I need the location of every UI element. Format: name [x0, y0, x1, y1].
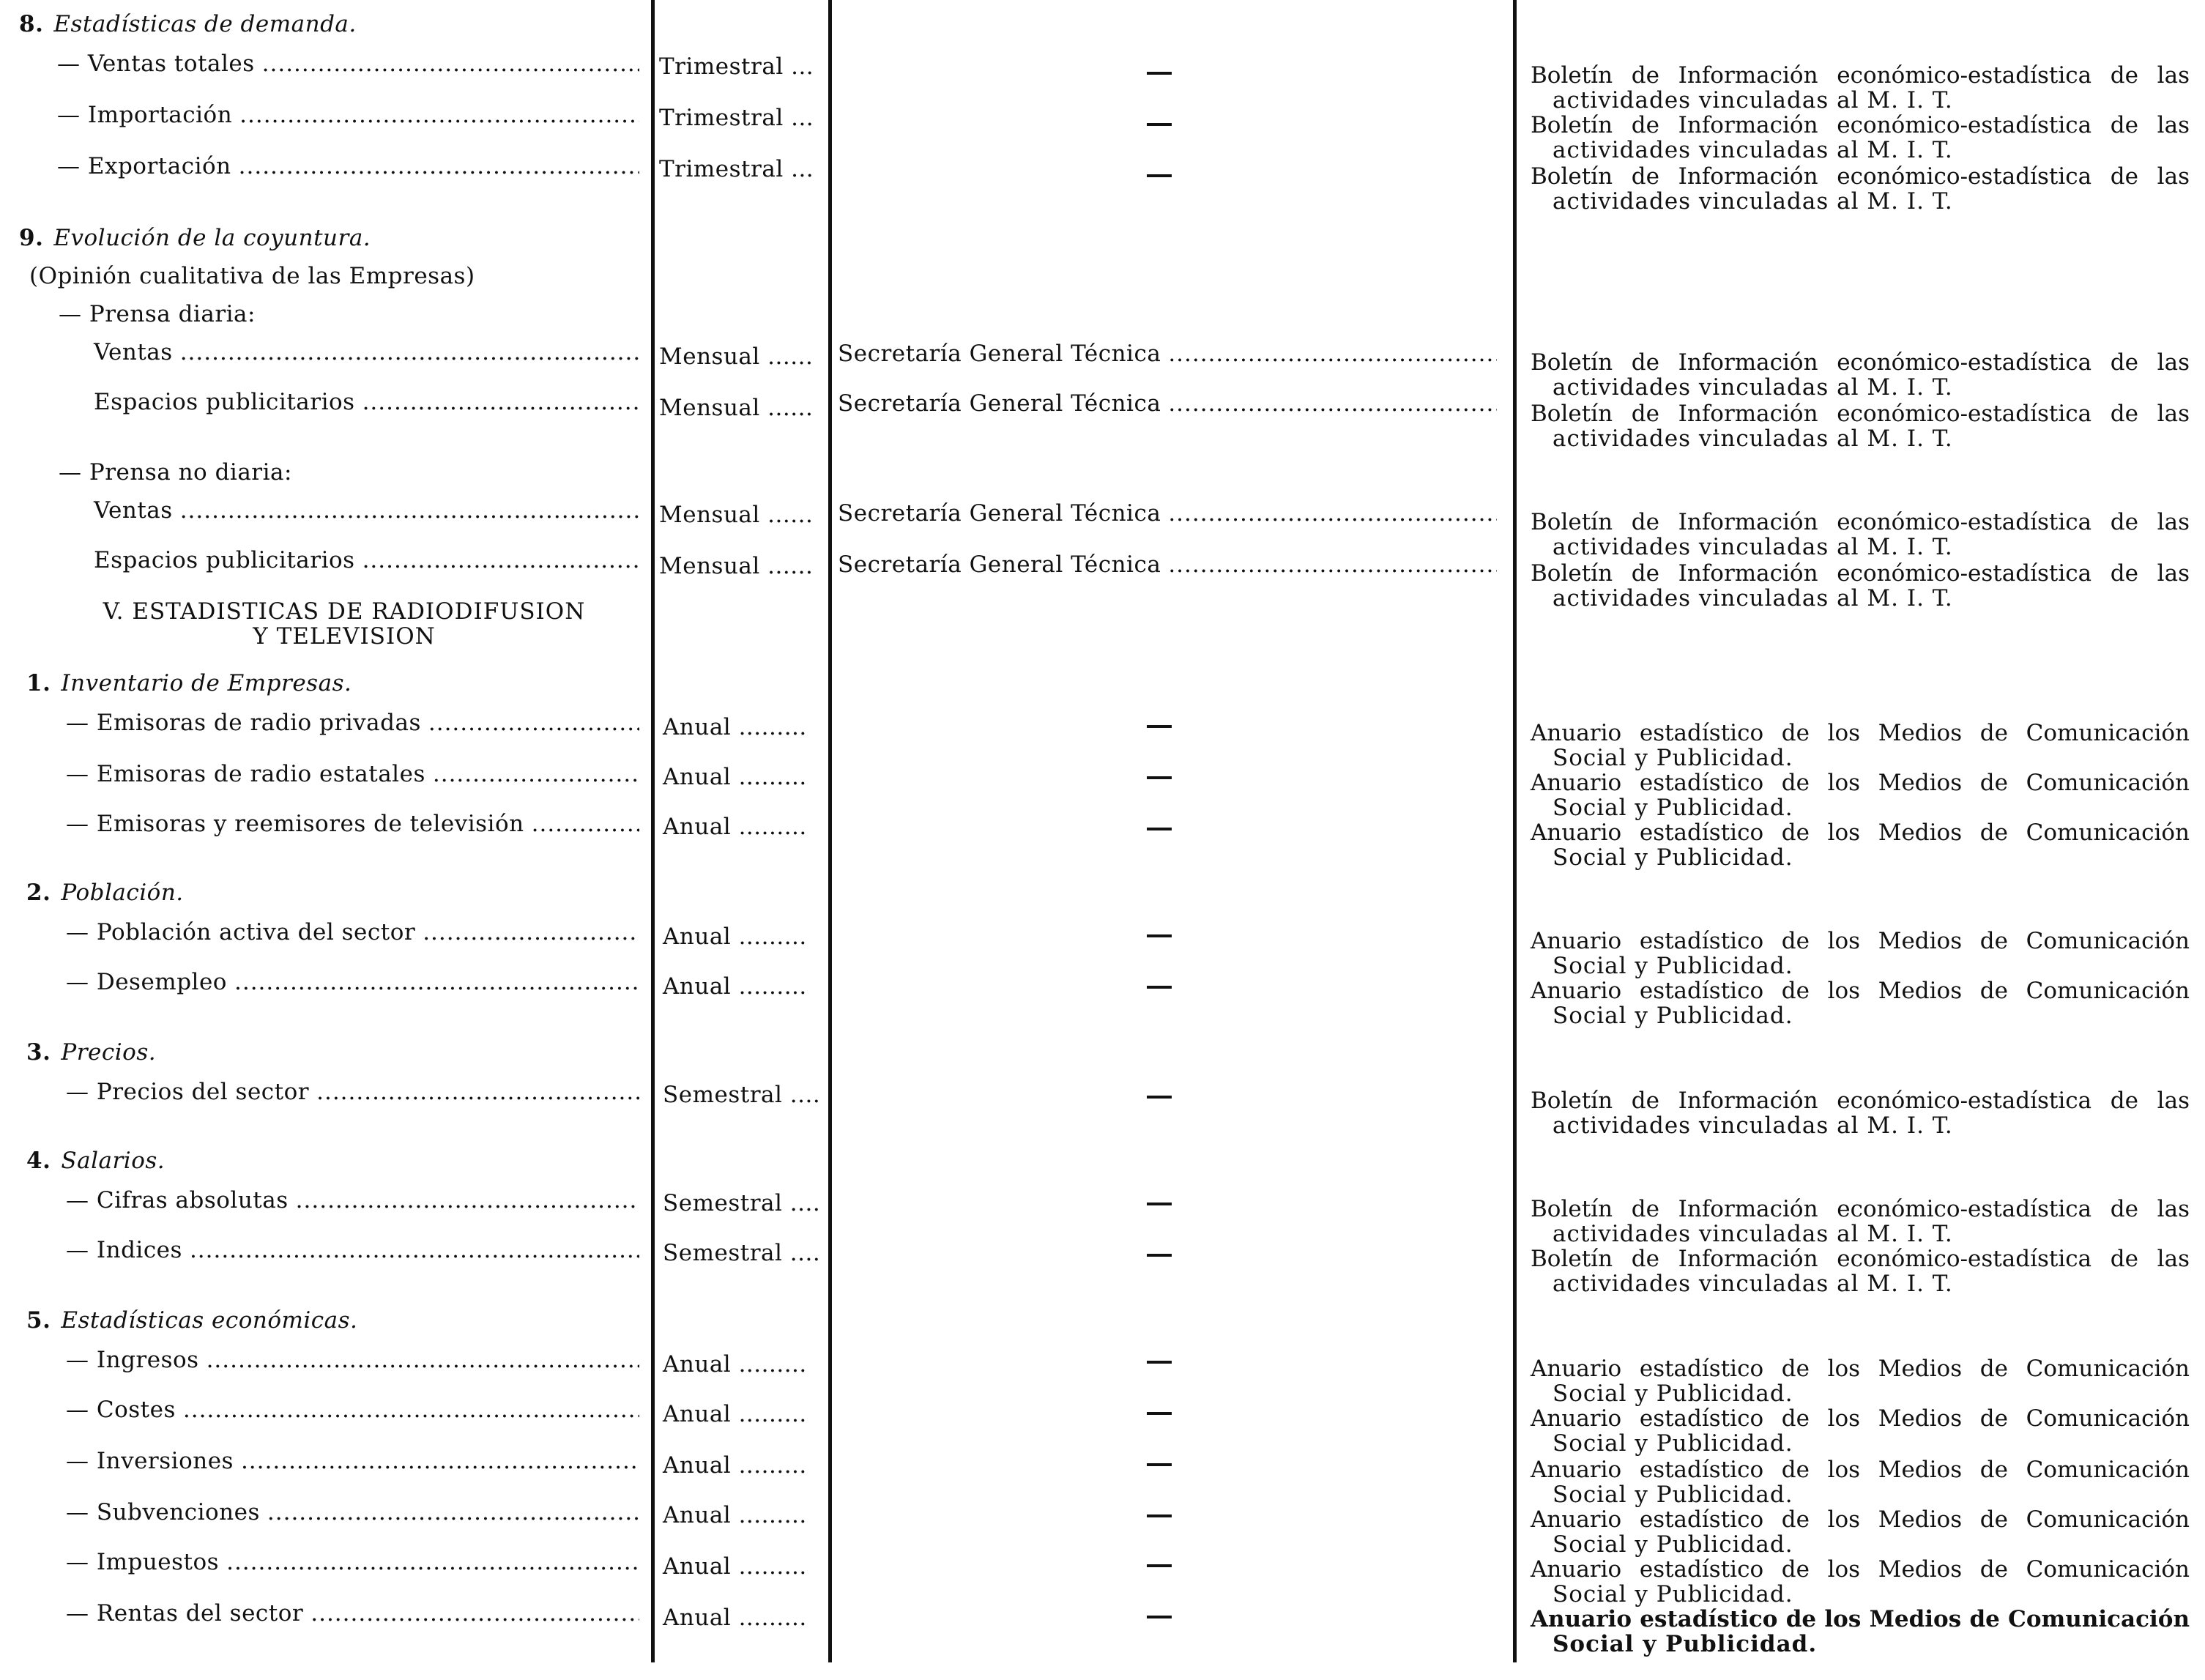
- row-label: [66, 811, 639, 836]
- column-rule-2: [828, 0, 832, 1662]
- row-label-text: — Emisoras de radio privadas: [66, 710, 421, 736]
- row-label: [57, 103, 639, 127]
- row-label-text: — Importación: [57, 102, 233, 128]
- row-label: [94, 390, 639, 415]
- row-organism-dash: [1147, 725, 1172, 728]
- row-label-text: — Cifras absolutas: [66, 1187, 289, 1213]
- row-label: [66, 1188, 639, 1213]
- organism-text: Secretaría General Técnica: [838, 341, 1161, 367]
- row-organism: [838, 501, 1497, 526]
- row-periodicity: Semestral ....: [663, 1082, 821, 1108]
- source-line-2: actividades vinculadas al M. I. T.: [1553, 137, 1953, 163]
- row-periodicity: Trimestral ...: [659, 156, 814, 182]
- row-label-text: Ventas: [94, 339, 173, 365]
- item-heading: [19, 12, 357, 37]
- source-line-2: actividades vinculadas al M. I. T.: [1553, 374, 1953, 401]
- row-source: [1531, 510, 2190, 560]
- column-rule-1: [651, 0, 655, 1662]
- item-heading: [26, 880, 184, 905]
- source-line-1: Anuario estadístico de los Medios de Comunicación: [1531, 1405, 2190, 1432]
- row-periodicity: Mensual ......: [659, 343, 814, 370]
- source-line-2: actividades vinculadas al M. I. T.: [1553, 1221, 1953, 1247]
- row-label: [66, 1601, 639, 1626]
- row-label: [66, 762, 639, 787]
- row-organism-dash: [1147, 1564, 1172, 1567]
- row-label: [66, 1079, 639, 1104]
- source-line-1: Boletín de Información económico-estadística de las: [1531, 1088, 2190, 1114]
- row-label: [57, 154, 639, 179]
- row-organism-dash: [1147, 1361, 1172, 1364]
- row-label: [66, 710, 639, 735]
- item-heading: [19, 226, 371, 250]
- item-title: Estadísticas económicas.: [61, 1307, 358, 1334]
- item-heading: [26, 1040, 156, 1065]
- row-organism-dash: [1147, 72, 1172, 75]
- source-line-1: Boletín de Información económico-estadística de las: [1531, 349, 2190, 376]
- source-line-1: Boletín de Información económico-estadística de las: [1531, 1196, 2190, 1222]
- row-label-text: — Exportación: [57, 153, 231, 179]
- item-heading: [26, 671, 352, 696]
- row-label-text: — Costes: [66, 1397, 176, 1423]
- row-label-text: Ventas: [94, 497, 173, 524]
- source-line-1: Anuario estadístico de los Medios de Comunicación: [1531, 1506, 2190, 1533]
- row-label-text: — Impuestos: [66, 1549, 220, 1575]
- item-number: 2.: [26, 880, 51, 906]
- group-label: — Prensa no diaria:: [59, 459, 292, 486]
- row-label-text: — Inversiones: [66, 1448, 234, 1474]
- row-source: [1531, 770, 2190, 820]
- row-label: [66, 1550, 639, 1575]
- row-source: [1531, 978, 2190, 1028]
- row-label-text: Espacios publicitarios: [94, 389, 355, 415]
- row-organism-dash: [1147, 174, 1172, 177]
- row-label: [66, 1500, 639, 1525]
- item-heading: [26, 1148, 165, 1173]
- item-title: Estadísticas de demanda.: [53, 11, 357, 37]
- row-label-text: — Precios del sector: [66, 1079, 310, 1105]
- row-label-text: — Desempleo: [66, 969, 227, 995]
- row-periodicity: Trimestral ...: [659, 53, 814, 80]
- source-line-1: Anuario estadístico de los Medios de Comunicación: [1531, 720, 2190, 746]
- source-line-2: Social y Publicidad.: [1553, 1581, 1793, 1607]
- row-periodicity: Semestral ....: [663, 1190, 821, 1216]
- row-organism: [838, 391, 1497, 416]
- row-periodicity: Semestral ....: [663, 1240, 821, 1266]
- item-title: Evolución de la coyuntura.: [53, 225, 371, 251]
- row-label-text: — Rentas del sector: [66, 1600, 304, 1627]
- row-source: [1531, 401, 2190, 451]
- source-line-2: Social y Publicidad.: [1553, 1380, 1793, 1407]
- row-periodicity: Mensual ......: [659, 502, 814, 528]
- row-source: [1531, 113, 2190, 163]
- row-label-text: — Indices: [66, 1237, 182, 1263]
- source-line-1: Anuario estadístico de los Medios de Comunicación: [1531, 978, 2190, 1004]
- item-subtitle: (Opinión cualitativa de las Empresas): [29, 263, 475, 289]
- row-organism: [838, 341, 1497, 366]
- row-source: [1531, 1557, 2190, 1607]
- row-label: [66, 920, 639, 945]
- source-line-2: actividades vinculadas al M. I. T.: [1553, 188, 1953, 215]
- item-number: 9.: [19, 225, 44, 251]
- row-label: [66, 1449, 639, 1473]
- source-line-2: Social y Publicidad.: [1553, 1482, 1793, 1508]
- row-organism-dash: [1147, 986, 1172, 989]
- source-line-2: actividades vinculadas al M. I. T.: [1553, 534, 1953, 560]
- source-line-1: Boletín de Información económico-estadística de las: [1531, 401, 2190, 427]
- row-label: [66, 1348, 639, 1372]
- row-periodicity: Anual .........: [663, 923, 807, 950]
- row-periodicity: Anual .........: [663, 1351, 807, 1378]
- row-source: [1531, 1607, 2190, 1657]
- row-organism-dash: [1147, 934, 1172, 937]
- item-heading: [26, 1308, 357, 1333]
- organism-text: Secretaría General Técnica: [838, 390, 1161, 417]
- row-organism-dash: [1147, 776, 1172, 779]
- row-organism-dash: [1147, 1203, 1172, 1205]
- row-label: [66, 1238, 639, 1263]
- row-periodicity: Mensual ......: [659, 553, 814, 579]
- item-number: 3.: [26, 1039, 51, 1066]
- source-line-1: Boletín de Información económico-estadística de las: [1531, 163, 2190, 190]
- row-organism-dash: [1147, 1412, 1172, 1415]
- row-source: [1531, 1507, 2190, 1557]
- row-organism-dash: [1147, 123, 1172, 126]
- source-line-1: Anuario estadístico de los Medios de Comunicación: [1531, 1606, 2190, 1632]
- row-periodicity: Anual .........: [663, 714, 807, 740]
- row-periodicity: Anual .........: [663, 1452, 807, 1479]
- column-rule-3: [1513, 0, 1517, 1662]
- row-source: [1531, 63, 2190, 113]
- row-periodicity: Anual .........: [663, 1605, 807, 1631]
- source-line-2: actividades vinculadas al M. I. T.: [1553, 425, 1953, 452]
- organism-text: Secretaría General Técnica: [838, 551, 1161, 578]
- source-line-1: Anuario estadístico de los Medios de Comunicación: [1531, 1457, 2190, 1483]
- source-line-1: Anuario estadístico de los Medios de Comunicación: [1531, 770, 2190, 796]
- item-number: 5.: [26, 1307, 51, 1334]
- row-organism-dash: [1147, 1616, 1172, 1618]
- row-periodicity: Anual .........: [663, 764, 807, 790]
- source-line-2: Social y Publicidad.: [1553, 1003, 1793, 1029]
- row-organism: [838, 552, 1497, 577]
- row-label: [94, 548, 639, 573]
- source-line-1: Boletín de Información económico-estadística de las: [1531, 62, 2190, 89]
- source-line-2: actividades vinculadas al M. I. T.: [1553, 585, 1953, 612]
- source-line-2: Social y Publicidad.: [1553, 1631, 1818, 1657]
- row-label: [94, 498, 639, 523]
- row-source: [1531, 1088, 2190, 1138]
- row-source: [1531, 1197, 2190, 1246]
- source-line-2: Social y Publicidad.: [1553, 795, 1793, 821]
- row-periodicity: Anual .........: [663, 1553, 807, 1580]
- source-line-1: Boletín de Información económico-estadística de las: [1531, 1246, 2190, 1272]
- item-title: Salarios.: [61, 1148, 166, 1174]
- row-source: [1531, 350, 2190, 400]
- source-line-1: Boletín de Información económico-estadística de las: [1531, 112, 2190, 138]
- row-source: [1531, 1246, 2190, 1296]
- row-label: [57, 51, 639, 76]
- row-organism-dash: [1147, 1254, 1172, 1257]
- source-line-2: actividades vinculadas al M. I. T.: [1553, 1112, 1953, 1139]
- item-number: 1.: [26, 670, 51, 696]
- row-source: [1531, 929, 2190, 978]
- row-source: [1531, 1406, 2190, 1456]
- row-label-text: — Emisoras y reemisores de televisión: [66, 811, 524, 837]
- row-label: [66, 1397, 639, 1422]
- source-line-1: Boletín de Información económico-estadística de las: [1531, 560, 2190, 587]
- row-source: [1531, 721, 2190, 770]
- row-label-text: — Población activa del sector: [66, 919, 416, 945]
- row-organism-dash: [1147, 828, 1172, 830]
- item-number: 8.: [19, 11, 44, 37]
- item-title: Población.: [61, 880, 184, 906]
- source-line-1: Anuario estadístico de los Medios de Comunicación: [1531, 1356, 2190, 1382]
- source-line-2: actividades vinculadas al M. I. T.: [1553, 87, 1953, 114]
- row-periodicity: Anual .........: [663, 1401, 807, 1427]
- source-line-2: Social y Publicidad.: [1553, 1430, 1793, 1457]
- row-source: [1531, 820, 2190, 870]
- item-title: Inventario de Empresas.: [61, 670, 352, 696]
- row-label: [94, 340, 639, 365]
- row-organism-dash: [1147, 1514, 1172, 1517]
- row-source: [1531, 1457, 2190, 1507]
- source-line-2: actividades vinculadas al M. I. T.: [1553, 1271, 1953, 1297]
- row-label-text: — Ventas totales: [57, 51, 255, 77]
- source-line-1: Boletín de Información económico-estadística de las: [1531, 509, 2190, 535]
- item-number: 4.: [26, 1148, 51, 1174]
- row-periodicity: Mensual ......: [659, 395, 814, 421]
- source-line-2: Social y Publicidad.: [1553, 953, 1793, 979]
- group-label: — Prensa diaria:: [59, 301, 256, 327]
- source-line-1: Anuario estadístico de los Medios de Comunicación: [1531, 819, 2190, 846]
- source-line-2: Social y Publicidad.: [1553, 1531, 1793, 1558]
- row-source: [1531, 164, 2190, 214]
- section-heading-line-1: V. ESTADISTICAS DE RADIODIFUSION: [103, 598, 586, 625]
- row-organism-dash: [1147, 1096, 1172, 1099]
- row-periodicity: Anual .........: [663, 1502, 807, 1528]
- source-line-2: Social y Publicidad.: [1553, 745, 1793, 771]
- row-label: [66, 970, 639, 995]
- row-periodicity: Anual .........: [663, 814, 807, 840]
- row-periodicity: Trimestral ...: [659, 105, 814, 131]
- row-label-text: — Emisoras de radio estatales: [66, 761, 425, 787]
- row-label-text: — Ingresos: [66, 1347, 199, 1373]
- source-line-1: Anuario estadístico de los Medios de Comunicación: [1531, 928, 2190, 954]
- organism-text: Secretaría General Técnica: [838, 500, 1161, 527]
- row-label-text: — Subvenciones: [66, 1499, 260, 1525]
- row-periodicity: Anual .........: [663, 973, 807, 1000]
- source-line-2: Social y Publicidad.: [1553, 844, 1793, 871]
- row-label-text: Espacios publicitarios: [94, 547, 355, 573]
- row-source: [1531, 561, 2190, 611]
- row-organism-dash: [1147, 1463, 1172, 1466]
- item-title: Precios.: [61, 1039, 157, 1066]
- source-line-1: Anuario estadístico de los Medios de Comunicación: [1531, 1556, 2190, 1583]
- section-heading-line-2: Y TELEVISION: [253, 623, 436, 650]
- row-source: [1531, 1356, 2190, 1406]
